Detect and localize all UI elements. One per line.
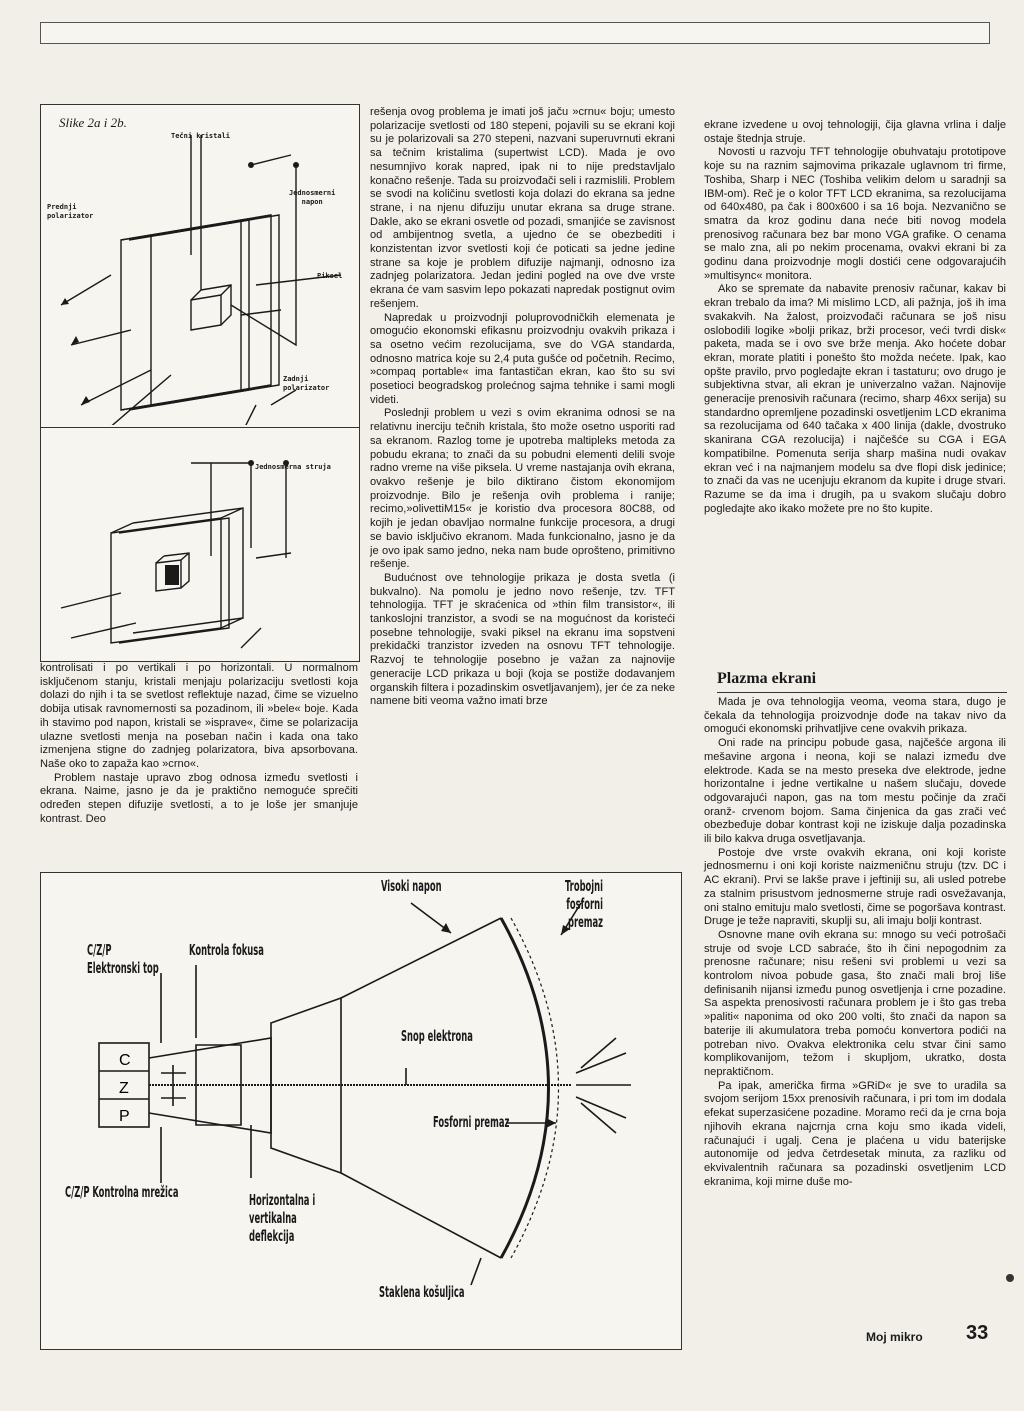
column-3-text xyxy=(704,119,1006,516)
paragraph: Mada je ova tehnologija veoma, veoma stara, dugo je čekala da tehnologija proizvodnje dođe na takav nivo da omogući ekonomski prihvatljive cene ovakvih prikaza. xyxy=(704,696,1006,736)
section-heading: Plazma ekrani xyxy=(717,670,817,687)
label-electron-beam: Snop elektrona xyxy=(401,1027,473,1045)
column-3-plasma-text xyxy=(704,696,1006,1189)
paragraph: Ako se spremate da nabavite prenosiv računar, kakav bi ekran trebalo da ima? Mi mislimo LCD, ali pažnja, još ih ima svakakvih. Na žalost, proizvođači računara se još nisu oslobodili logike »bolji prikaz, brži procesor, veći tvrdi disk« paketa, mada se i ovo sve brže menja. Ako hoćete dobar ekran, morate platiti i ponešto što možda nećete. Ipak, kao opšte pravilo, prvo pogledajte ekran i tastaturu; ovo drugo je subjektivna stvar, ali ekran je univerzalno važan. Najnovije generacije prenosivih računara (recimo, sharp 46xx serija) su standardno opremljene pozadinski osvetljenim LCD ekranima sa rezolucijama od 640 tačaka x 400 linija (dakle, dvostruko skanirana CGA rezolucija) i najčešće su CGA i EGA kompatibilne. Pomenuta serija sharp mašina nudi ovakav ekran već i na najmanjem modelu sa dve flopi disk jedinice; to znači da vas ne ucenjuju ekranom da kupite i druge stvari. Razume se da ima i drugih, pa u svakom slučaju dobro pogledajte ako ikako možete pre no što kupite. xyxy=(704,283,1006,515)
label-rear-polarizer: Zadnji polarizator xyxy=(283,375,330,392)
paragraph: ekrane izvedene u ovoj tehnologiji, čija glavna vrlina i dalje ostaje štednja struje. xyxy=(704,119,1006,145)
figure-caption: Slike 2a i 2b. xyxy=(59,115,127,130)
label-high-voltage: Visoki napon xyxy=(381,877,442,895)
column-1-text xyxy=(40,662,358,826)
column-2-text xyxy=(370,106,675,709)
gun-letter-z: Z xyxy=(119,1080,129,1097)
paragraph: Poslednji problem u vezi s ovim ekranima odnosi se na relativnu inerciju tečnih kristala, što može osetno usporiti rad sa ekranom. Razlog tome je upotreba maltipleks metoda za pobudu ekrana; to znači da su pobudni elementi delili svoje radno vreme na više piksela. U vreme nastajanja ovih ekrana, ovakvo rešenje je bilo diktirano čistom ekonomijom proizvodnje. Bilo je rešenja ovih problema i ranije; recimo,»olivettiM15« je koristio dva procesora 80C88, od kojih je jedan obavljao normalne funkcije procesora, a drugi se bavio isključivo ekranom. Mada funkcionalno, jasno je da je ovo ipak samo jedno, neka nam bude oprošteno, primitivno rešenje. xyxy=(370,407,675,571)
label-deflection: Horizontalna i vertikalna deflekcija xyxy=(249,1191,316,1245)
label-triple-phosphor: Trobojni fosforni premaz xyxy=(565,877,603,931)
paragraph: Postoje dve vrste ovakvih ekrana, oni koji koriste jednosmernu i oni koji koriste naizmeničnu struju (tzv. DC i AC ekrani). Prvi se lakše prave i jeftiniji su, ali usled potrebe za stalnim prisustvom jednosmerne struje radi osvežavanja, oni stalno emituju malo svetlosti, čime se pogoršava kontrast. Druge je teže napraviti, skuplji su, ali imaju bolji kontrast. xyxy=(704,846,1006,928)
gun-letter-p: P xyxy=(119,1108,130,1125)
lcd-figure xyxy=(40,104,360,662)
label-pixel: Piksel xyxy=(317,272,343,280)
page-number: 33 xyxy=(966,1322,989,1344)
paragraph: rešenja ovog problema je imati još jaču »crnu« boju; umesto polarizacije svetlosti od 180 stepeni, pojavili su se ekrani koji su je polarizovali sa 270 stepeni, nazvani superuvrnuti ekrani sa tečnim kristalima (supertwist LCD). Mada je ovo nesumnjivo korak napred, ipak ni to nije predstavljalo konačno rešenje. Tada su proizvođači seli i razmislili. Problem se svodi na količinu svetlosti koja dolazi do ekrana sa jedne strane, i na njenu difuziju unutar ekrana sa druge strane. Dakle, ako se ekrani osvetle od pozadi, smanjiće se zavisnost od ambijentnog svetla, a ujedno će se obezbediti i konzistentan izvor svetlosti koji će poticati sa jedne jedine strane sa koje je problem difuzije najmanji, odnosno iza zadnjeg polarizatora. Jedan jedini pogled na ove dve vrste ekrana će vam sasvim lepo pokazati napredak postignut ovim rešenjem. xyxy=(370,106,675,310)
label-front-polarizer: Prednji polarizator xyxy=(47,203,94,220)
label-czp-gun: C/Z/P Elektronski top xyxy=(87,941,159,977)
heading-underline xyxy=(717,692,1007,693)
paragraph: kontrolisati i po vertikali i po horizontali. U normalnom isključenom stanju, kristali menjaju polarizaciju svetlosti koja dolazi do njih i ta se svetlost reflektuje nazad, čime se vizuelno dobija utisak ravnomernosti sa pozadinom, ili »bele« boje. Kada ih stavimo pod napon, kristali se »isprave«, čime se polarizacija ulazne svetlosti menja na poseban način i kada ona tako izmenjena stigne do zadnjeg polarizatora, biva apsorbovana. Naše oko to zapaža kao »crno«. xyxy=(40,662,358,770)
label-glass-envelope: Staklena košuljica xyxy=(379,1283,465,1301)
label-focus-control: Kontrola fokusa xyxy=(189,941,264,959)
top-border-bar xyxy=(40,22,990,44)
paragraph: Pa ipak, američka firma »GRiD« je sve to uradila sa svojom serijom 15xx prenosivih računara, i pri tom im dodala efekat superzasićene pozadine. Moramo reći da je crna boja njihovih ekrana najcrnja crna koju smo ikada videli, računajući i ugalj. Cena je plaćena u vidu baterijske autonomije od jedva četrdesetak minuta, za razliku od ekvivalentnih računara sa pozadinski osvetljenim LCD ekranima, koji mirne duše mo- xyxy=(704,1079,1006,1188)
paragraph: Novosti u razvoju TFT tehnologije obuhvataju prototipove koje su na raznim sajmovima prikazale uglavnom tri firme, Toshiba, Sharp i NEC (Toshiba velikim delom u saradnji sa IBM-om). Reč je o kolor TFT LCD ekranima, sa rezolucijama od 640x480, pa čak i 800x600 i sa 16 boja. Nezvanično se smatra da kroz godinu dana neće biti novog modela prenosivog računara bez bar mono VGA grafike. O cenama se malo zna, ali po nekim procenama, ovakvi ekrani bi za godinu dana proizvodnje mogli dostići cene odgovarajućih »multisync« monitora. xyxy=(704,146,1006,282)
paragraph: Osnovne mane ovih ekrana su: mnogo su veći potrošači struje od svoje LCD sabraće, što ih čini nepogodnim za prenosne računare; nisu rešeni svi problemi u vezi sa kontrolom nivoa pobude gasa, što znači mali broj liše definisanih nijansi između punog osvetljenja i crne pozadine. Sa aspekta prenosivosti računara problem je i što gas treba »paliti« naponima od oko 200 volti, što znači da napon sa baterije ili akumulatora treba pomoću konvertora podići na potreban nivo. Ovakva elektronika celu stvar čini samo komplikovanijom, težom i skupljom, ukratko, dosta nepraktičnom. xyxy=(704,928,1006,1078)
label-liquid-crystals: Tečni kristali xyxy=(171,132,231,140)
label-phosphor-coating: Fosforni premaz xyxy=(433,1113,510,1131)
paragraph: Problem nastaje upravo zbog odnosa između svetlosti i ekrana. Naime, jasno je da je praktično nemoguće sprečiti određen stepen difuzije svetlosti, a to je loše jer smanjuje kontrast. Deo xyxy=(40,771,358,825)
label-czp-grid: C/Z/P Kontrolna mrežica xyxy=(65,1183,179,1201)
crt-diagram xyxy=(40,872,682,1350)
magazine-name: Moj mikro xyxy=(866,1330,923,1344)
paragraph: Oni rade na principu pobude gasa, najčešće argona ili mešavine argona i neona, koji se nalazi između dve elektrode. Kada se na mesto preseka dve elektrode, jedne horizontalne i jedne vertikalne u našem slučaju, dovede odgovarajući napon, gas na tom mestu počinje da zrači oranž- crvenom bojom. Sama činjenica da gas zrači već obezbeđuje dobar kontrast koji ne iziskuje dalja pozadinska ili bilo kakva druga osvetljavanja. xyxy=(704,737,1006,846)
gun-letter-c: C xyxy=(119,1052,131,1069)
label-dc-voltage: Jednosmerni napon xyxy=(289,189,336,206)
paragraph: Budućnost ove tehnologije prikaza je dosta svetla (i bukvalno). Na pomolu je jedno novo rešenje, tzv. TFT tehnologija. TFT je skraćenica od »thin film transistor«, ili tankoslojni tranzistor, a svodi se na mogućnost da koristeći posebne tehnologije, svaki piksel na ekranu ima sopstveni prekidački tranzistor izveden na osnovu TFT tehnologije. Razvoj te tehnologije posebno je važan za najnovije generacije LCD prikaza u boji (koja se postiže dodavanjem organskih filtera i pozadinskim osvetljavanjem), jer će za neke namene biti veoma važno imati brze xyxy=(370,571,675,708)
label-dc-current: Jednosmerna struja xyxy=(255,463,331,471)
paragraph: Napredak u proizvodnji poluprovodničkih elemenata je omogućio ekonomski efikasnu proizvodnju ovakvih prikaza i sa osetno većim rezolucijama, sve do VGA standarda, odnosno matrica koje su 2,4 puta gušće od početnih. Recimo, »compaq portable« ima fantastičan ekran, kao što su svi posetioci beogradskog prolećnog sajma tehnike i sami mogli videti. xyxy=(370,311,675,406)
continue-arrow-icon xyxy=(1006,1274,1014,1282)
